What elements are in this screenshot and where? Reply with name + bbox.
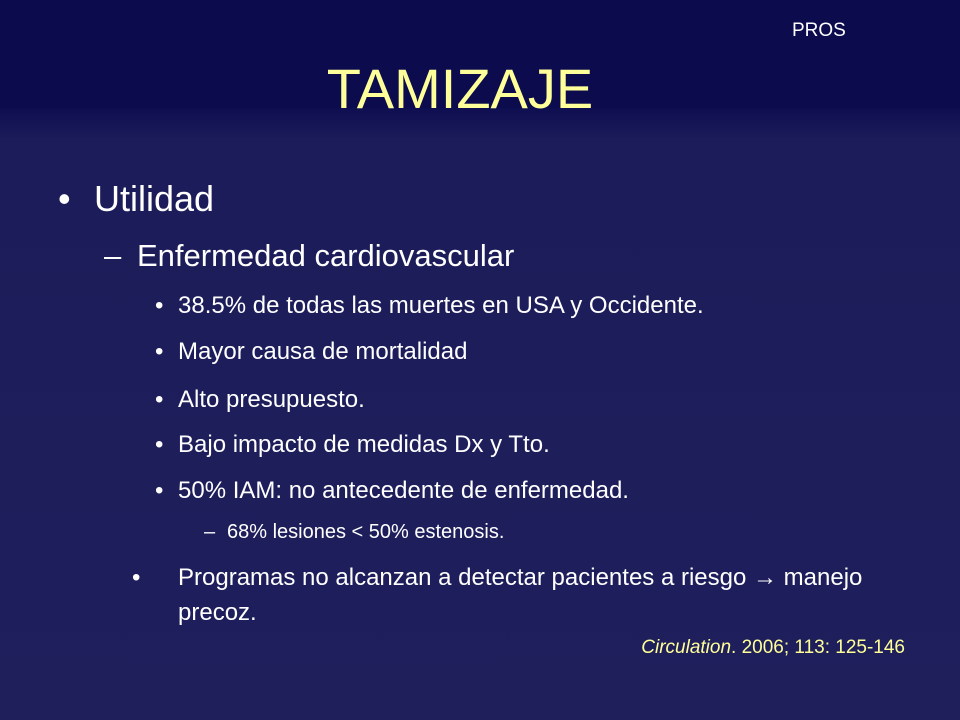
bullet-icon: • — [155, 338, 164, 365]
bullet-point — [155, 477, 629, 505]
bullet-text: Programas no alcanzan a detectar pacientes a riesgo → manejo precoz. — [178, 564, 863, 626]
bullet-icon: • — [155, 431, 164, 458]
slide-title: TAMIZAJE — [326, 57, 594, 120]
corner-label: PROS — [792, 20, 846, 41]
citation-details: . 2006; 113: 125-146 — [731, 637, 905, 658]
bullet-icon: • — [155, 477, 164, 504]
bullet-text: Mayor causa de mortalidad — [178, 338, 468, 365]
bullet-text: 38.5% de todas las muertes en USA y Occidente. — [178, 292, 704, 319]
dash-icon: – — [104, 238, 122, 273]
bullet-text: Alto presupuesto. — [178, 386, 365, 413]
bullet-level1 — [58, 178, 214, 220]
sub-bullet-text: 68% lesiones < 50% estenosis. — [227, 521, 505, 543]
bullet-point — [155, 431, 550, 459]
bullet-point — [155, 338, 467, 366]
bullet-point — [155, 386, 365, 414]
dash-icon: – — [204, 521, 216, 543]
citation-journal: Circulation — [641, 637, 732, 658]
sub-bullet — [204, 521, 504, 544]
bullet-point — [132, 560, 878, 630]
bullet-icon: • — [132, 564, 141, 591]
bullet-text: Utilidad — [94, 178, 215, 219]
bullet-icon: • — [58, 178, 71, 219]
bullet-icon: • — [155, 292, 164, 319]
bullet-text: 50% IAM: no antecedente de enfermedad. — [178, 477, 629, 504]
citation — [0, 637, 905, 659]
bullet-icon: • — [155, 386, 164, 413]
bullet-text: Enfermedad cardiovascular — [137, 238, 515, 273]
bullet-text: Bajo impacto de medidas Dx y Tto. — [178, 431, 550, 458]
bullet-point — [155, 292, 704, 320]
bullet-level2 — [104, 238, 514, 274]
